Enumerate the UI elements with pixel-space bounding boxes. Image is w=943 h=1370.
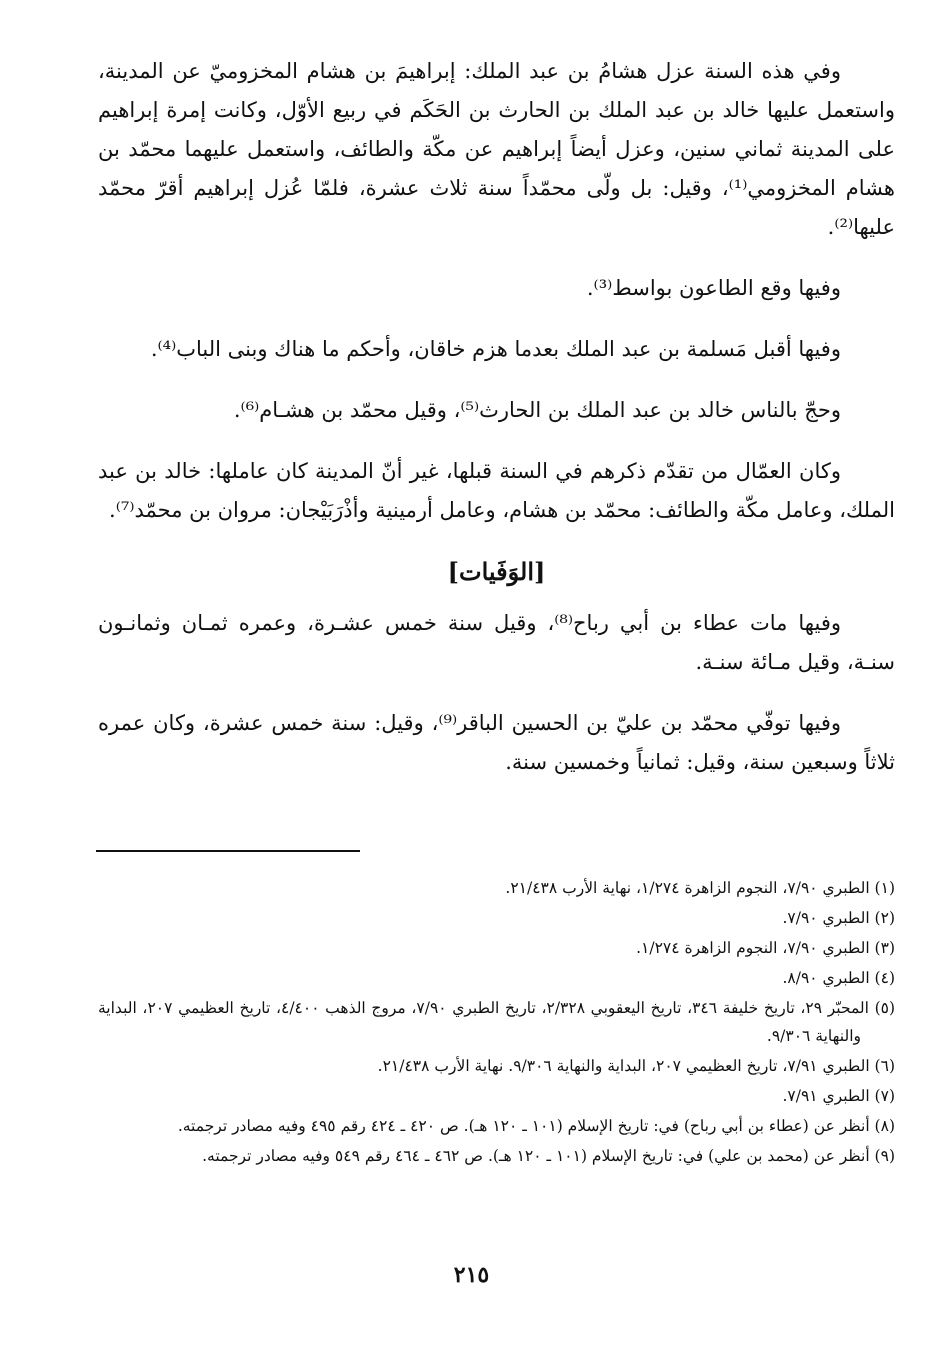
paragraph: وكان العمّال من تقدّم ذكرهم في السنة قبلها، غير أنّ المدينة كان عاملها: خالد بن عبد الملك، وعامل مكّة والطائف: محمّد بن هشام، وعامل أرمينية وأذْرَبَيْجان: مروان بن محمّد⁽⁷⁾. — [98, 459, 895, 522]
footnote: (٨) أنظر عن (عطاء بن أبي رباح) في: تاريخ الإسلام (١٠١ ـ ١٢٠ هـ). ص ٤٢٠ ـ ٤٢٤ رقم ٤٩٥ وفيه مصادر ترجمته. — [177, 1117, 895, 1135]
section-heading: [الوَفَيات] — [447, 557, 546, 586]
paragraph: وفيها وقع الطاعون بواسط⁽³⁾. — [586, 276, 841, 300]
footnote: (٦) الطبري ٧/٩١، تاريخ العظيمي ٢٠٧، البداية والنهاية ٩/٣٠٦. نهاية الأرب ٢١/٤٣٨. — [377, 1057, 895, 1075]
footnotes — [98, 874, 895, 1172]
footnote-divider — [96, 850, 360, 852]
footnote: (٢) الطبري ٧/٩٠. — [782, 909, 895, 927]
page-number: ٢١٥ — [453, 1262, 490, 1288]
paragraph: وفي هذه السنة عزل هشامُ بن عبد الملك: إبراهيمَ بن هشام المخزوميّ عن المدينة، واستعمل عليها خالد بن عبد الملك بن الحارث بن الحَكَم في ربيع الأوّل، وكانت إمرة إبراهيم على المدينة ثماني سنين، وعزل أيضاً إبراهيم عن مكّة والطائف، واستعمل عليهما محمّد بن هشام المخزومي⁽¹⁾، وقيل: بل ولّى محمّداً سنة ثلاث عشرة، فلمّا عُزل إبراهيم أقرّ محمّد عليها⁽²⁾. — [98, 59, 896, 239]
paragraph: وفيها أقبل مَسلمة بن عبد الملك بعدما هزم خاقان، وأحكم ما هناك وبنى الباب⁽⁴⁾. — [150, 337, 841, 361]
footnote: (٤) الطبري ٨/٩٠. — [782, 969, 895, 987]
main-text — [98, 52, 895, 804]
footnote: (٩) أنظر عن (محمد بن علي) في: تاريخ الإسلام (١٠١ ـ ١٢٠ هـ). ص ٤٦٢ ـ ٤٦٤ رقم ٥٤٩ وفيه مصادر ترجمته. — [202, 1147, 895, 1165]
paragraph: وفيها توفّي محمّد بن عليّ بن الحسين الباقر⁽⁹⁾، وقيل: سنة خمس عشرة، وكان عمره ثلاثاً وسبعين سنة، وقيل: ثمانياً وخمسين سنة. — [98, 711, 895, 774]
footnote: (٧) الطبري ٧/٩١. — [782, 1087, 895, 1105]
paragraph: وحجّ بالناس خالد بن عبد الملك بن الحارث⁽⁵⁾، وقيل محمّد بن هشـام⁽⁶⁾. — [233, 398, 841, 422]
footnote: (٣) الطبري ٧/٩٠، النجوم الزاهرة ١/٢٧٤. — [636, 939, 895, 957]
footnote: (١) الطبري ٧/٩٠، النجوم الزاهرة ١/٢٧٤، نهاية الأرب ٢١/٤٣٨. — [505, 879, 895, 897]
footnote: (٥) المحبّر ٢٩، تاريخ خليفة ٣٤٦، تاريخ اليعقوبي ٢/٣٢٨، تاريخ الطبري ٧/٩٠، مروج الذهب ٤/٤٠٠، تاريخ العظيمي ٢٠٧، البداية والنهاية ٩/٣٠٦. — [98, 999, 896, 1045]
paragraph: وفيها مات عطاء بن أبي رباح⁽⁸⁾، وقيل سنة خمس عشـرة، وعمره ثمـان وثمانـون سنـة، وقيل مـائة سنـة. — [98, 611, 895, 674]
